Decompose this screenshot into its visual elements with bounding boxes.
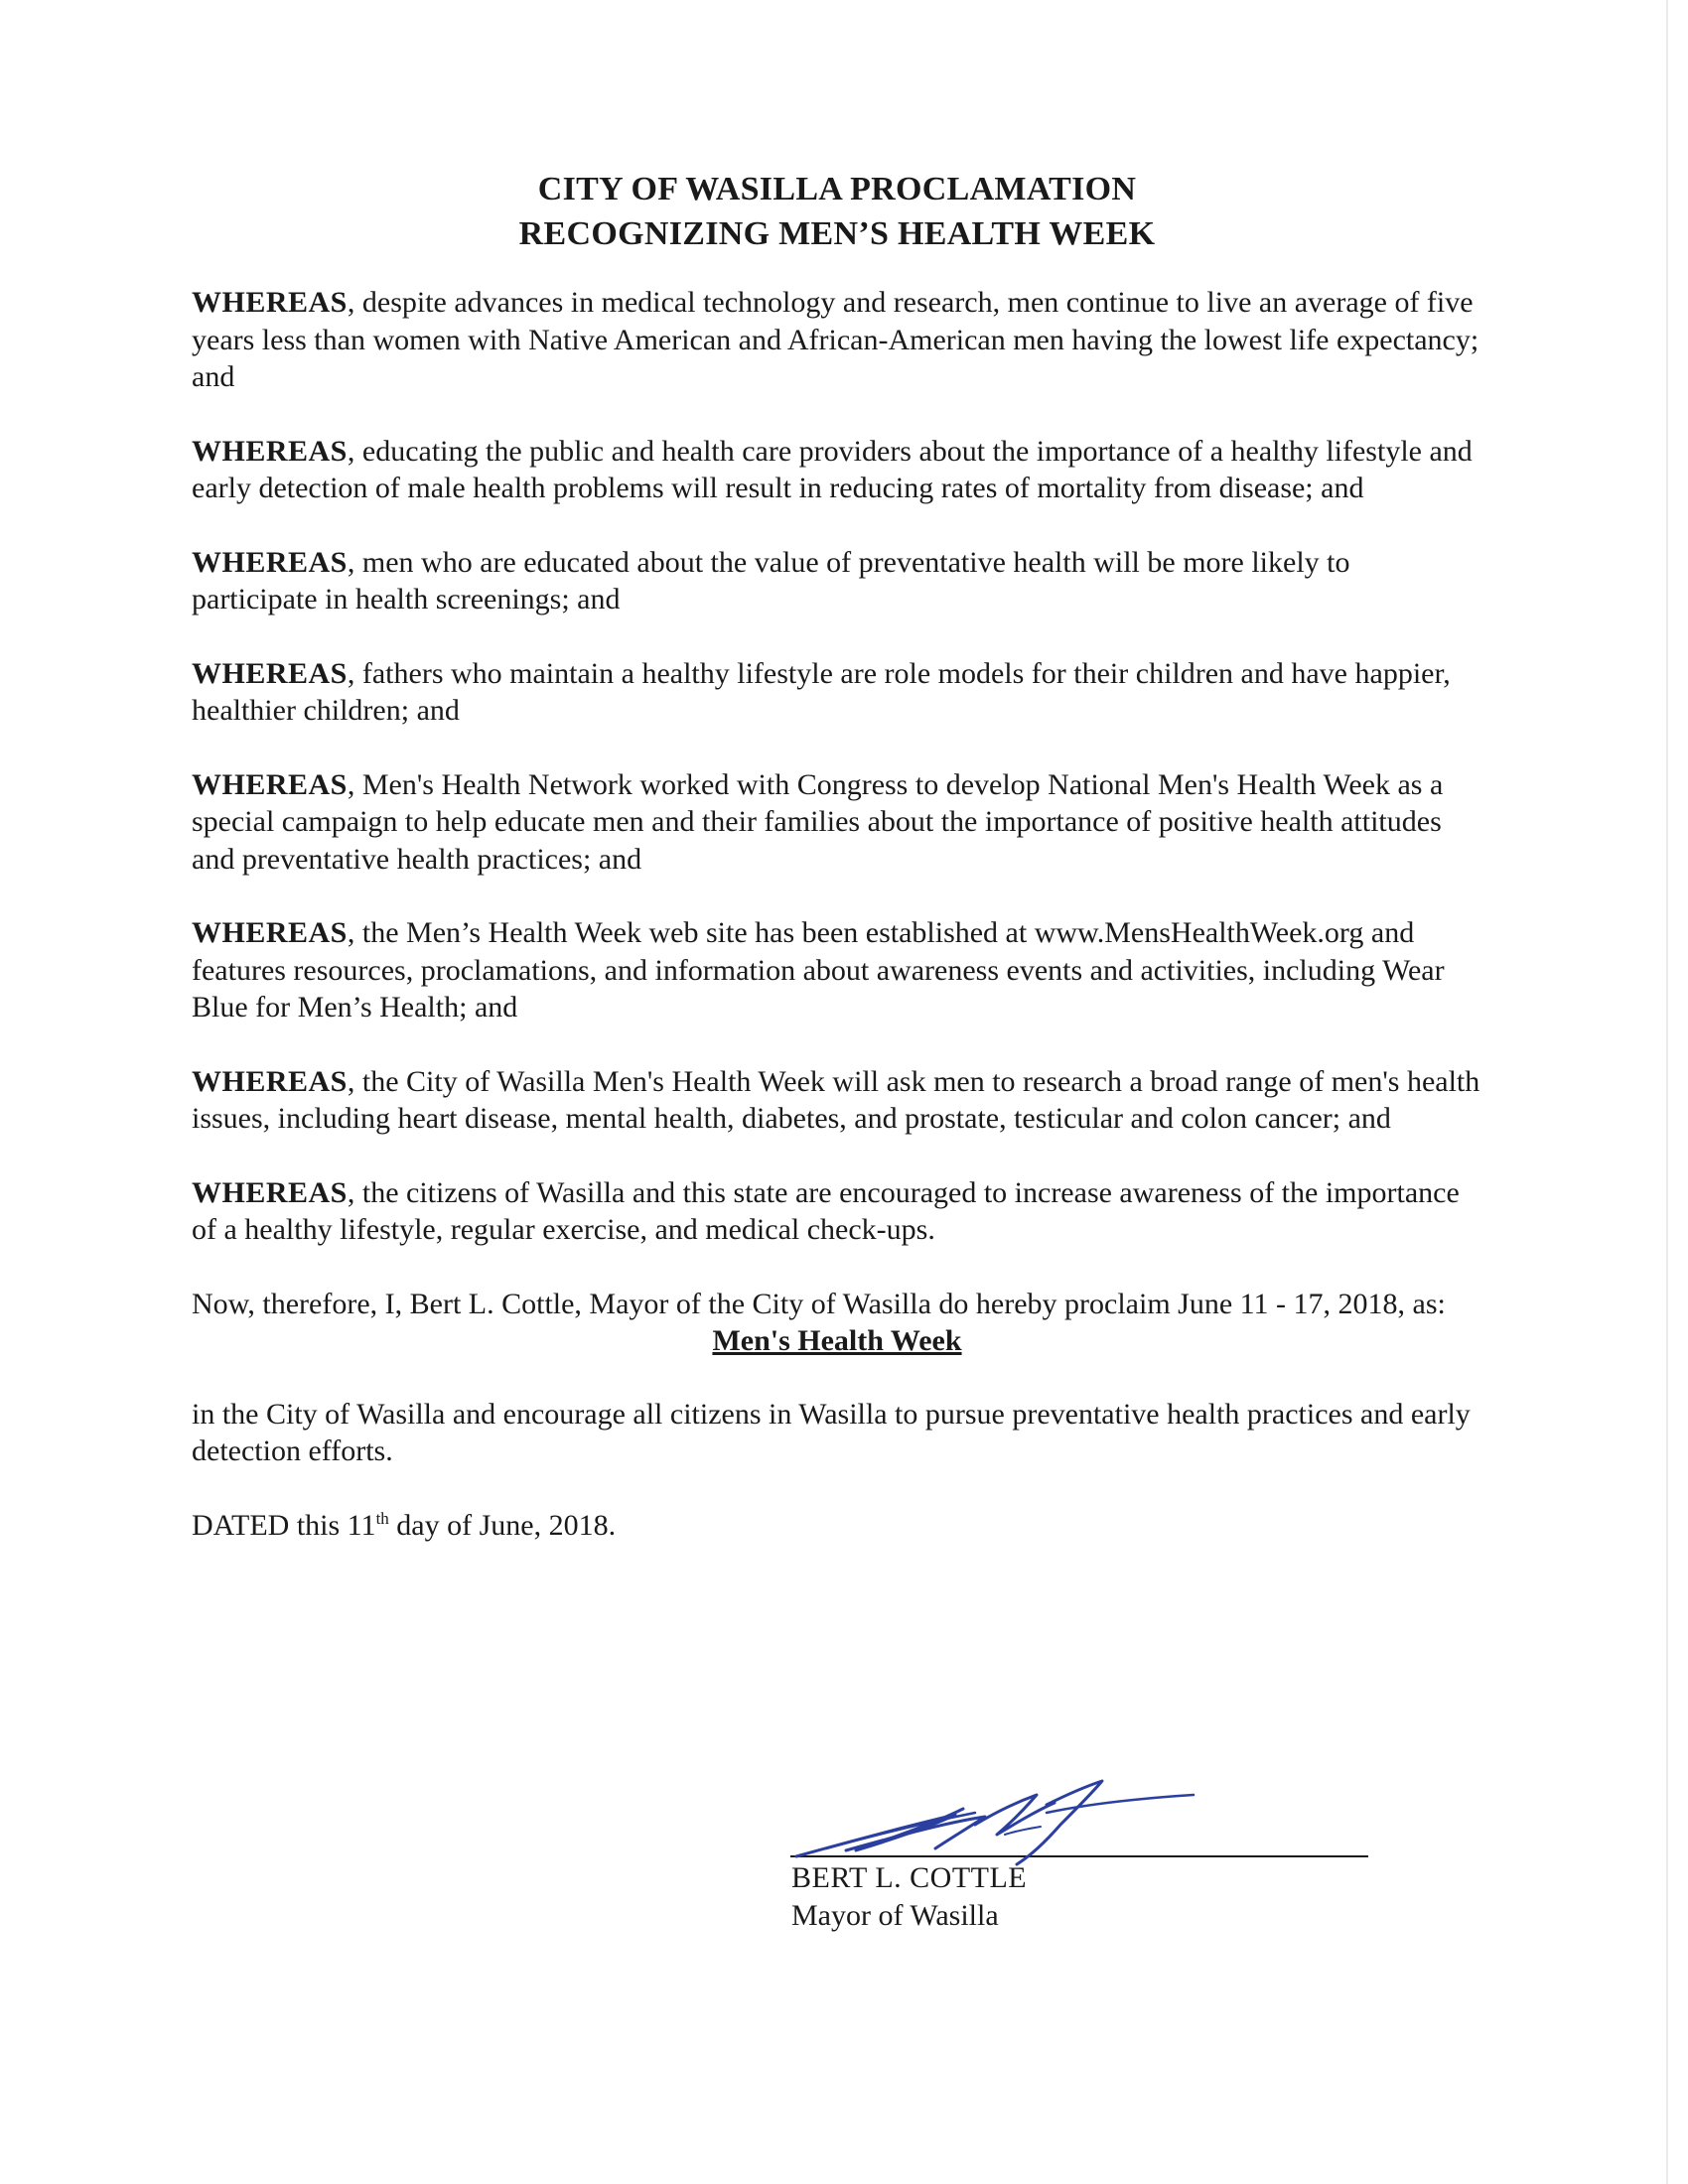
whereas-keyword: WHEREAS <box>192 286 348 319</box>
dated-suffix: day of June, 2018. <box>388 1508 617 1542</box>
whereas-clause-7 <box>192 1063 1482 1138</box>
signatory-name: BERT L. COTTLE <box>791 1861 1028 1894</box>
proclamation-closing: in the City of Wasilla and encourage all citizens in Wasilla to pursue preventative health practices and early detection efforts. <box>192 1397 1471 1467</box>
page-edge <box>1666 0 1668 2184</box>
whereas-clause-1 <box>192 284 1482 396</box>
whereas-clause-text: , educating the public and health care providers about the importance of a healthy lifestyle and early detection of male health problems will result in reducing rates of mortality from disease; and <box>192 434 1473 504</box>
whereas-keyword: WHEREAS <box>192 656 348 690</box>
handwritten-signature <box>786 1765 1203 1874</box>
whereas-keyword: WHEREAS <box>192 545 348 579</box>
whereas-keyword: WHEREAS <box>192 1175 348 1209</box>
whereas-clause-6 <box>192 914 1482 1026</box>
whereas-clause-3 <box>192 544 1482 618</box>
whereas-clause-text: , the Men’s Health Week web site has been established at www.MensHealthWeek.org and features resources, proclamations, and information about awareness events and activities, including Wear Blue for Men’s Health; and <box>192 916 1445 1024</box>
dated-ordinal: th <box>375 1508 389 1528</box>
whereas-clause-2 <box>192 433 1482 507</box>
dated-prefix: DATED this 11 <box>192 1508 376 1542</box>
observance-name: Men's Health Week <box>712 1324 962 1357</box>
signature-block <box>774 1765 1370 1944</box>
whereas-clause-4 <box>192 655 1482 730</box>
whereas-keyword: WHEREAS <box>192 767 348 801</box>
dated-line <box>192 1507 1482 1545</box>
whereas-clause-text: , the City of Wasilla Men's Health Week will ask men to research a broad range of men's health issues, including heart disease, mental health, diabetes, and prostate, testicular and colon cancer; and <box>192 1064 1480 1135</box>
whereas-clause-text: , Men's Health Network worked with Congress to develop National Men's Health Week as a special campaign to help educate men and their families about the importance of positive health attitudes and preventative health practices; and <box>192 767 1444 876</box>
proclamation-statement: Now, therefore, I, Bert L. Cottle, Mayor of the City of Wasilla do hereby proclaim June 11 - 17, 2018, as: <box>192 1287 1446 1320</box>
whereas-keyword: WHEREAS <box>192 1064 348 1098</box>
whereas-clause-text: , the citizens of Wasilla and this state are encouraged to increase awareness of the importance of a healthy lifestyle, regular exercise, and medical check-ups. <box>192 1175 1460 1246</box>
whereas-clause-text: , fathers who maintain a healthy lifestyle are role models for their children and have happier, healthier children; and <box>192 656 1451 727</box>
document-title <box>192 167 1482 256</box>
whereas-clause-text: , men who are educated about the value of preventative health will be more likely to participate in health screenings; and <box>192 545 1350 615</box>
whereas-clause-8 <box>192 1174 1482 1249</box>
whereas-keyword: WHEREAS <box>192 434 348 468</box>
proclamation-document <box>192 167 1482 1544</box>
title-line-2: RECOGNIZING MEN’S HEALTH WEEK <box>518 215 1156 252</box>
whereas-clause-text: , despite advances in medical technology and research, men continue to live an average of five years less than women with Native American and African-American men having the lowest life expectancy; and <box>192 286 1479 393</box>
whereas-keyword: WHEREAS <box>192 916 348 949</box>
signatory-title: Mayor of Wasilla <box>791 1899 999 1932</box>
whereas-clause-5 <box>192 766 1482 879</box>
title-line-1: CITY OF WASILLA PROCLAMATION <box>537 171 1137 207</box>
